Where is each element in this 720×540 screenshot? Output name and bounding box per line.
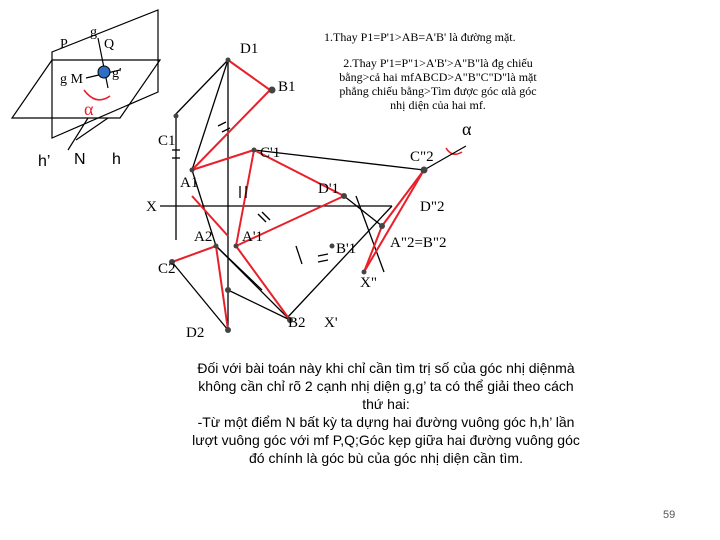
label-x: X (146, 199, 157, 215)
edge-b2 (228, 290, 290, 320)
label-x-prime: X' (324, 315, 338, 331)
point-a2 (214, 244, 219, 249)
point-b1p (330, 244, 335, 249)
red-b2-a1p (236, 246, 290, 320)
red-cpp2-dpp2 (382, 170, 424, 226)
label-alpha-left: α (84, 99, 94, 119)
edge-d1-c1 (192, 60, 228, 170)
label-x-double-prime: X" (360, 275, 377, 291)
note-step-1: 1.Thay P1=P'1>AB=A'B' là đường mặt. (324, 30, 516, 44)
dihedral-planes-figure (12, 10, 160, 150)
explanation-line: lượt vuông góc với mf P,Q;Góc kẹp giữa hai đường vuông góc (192, 432, 580, 448)
label-c2: C2 (158, 261, 176, 277)
label-n: N (74, 151, 86, 168)
label-a1-prime: A'1 (242, 229, 264, 245)
point-b1 (269, 87, 276, 94)
label-c2-double-prime: C"2 (410, 149, 434, 165)
proj-d1 (344, 196, 382, 226)
label-b1-prime: B'1 (336, 241, 357, 257)
explanation-line: thứ hai: (362, 396, 410, 412)
explanation-line: không cần chỉ rõ 2 cạnh nhị diện g,g’ ta có thể giải theo cách (198, 378, 574, 394)
label-g-m: g M (60, 72, 83, 87)
label-c1-prime: C'1 (260, 145, 281, 161)
point-c1 (174, 114, 179, 119)
point-d1p (341, 193, 347, 199)
point-d2 (225, 327, 231, 333)
note-step-2 (316, 56, 560, 112)
red-app2-up (364, 170, 424, 272)
note-step-2-line: 2.Thay P'1=P"1>A'B'>A"B"là đg chiếu (343, 56, 533, 70)
point-m (98, 66, 110, 78)
page-number: 59 (663, 509, 676, 521)
label-alpha-right: α (462, 119, 472, 139)
axis-x-prime (287, 206, 392, 318)
explanation-line: đó chính là góc bù của góc nhị diện cần tìm. (249, 450, 523, 466)
label-d2-double-prime: D"2 (420, 199, 445, 215)
red-d1-b1 (228, 60, 270, 90)
point-c1p (252, 148, 257, 153)
note-step-2-line: phẳng chiếu bằng>Tìm được góc αlà góc (339, 84, 537, 98)
label-p: P (60, 37, 68, 52)
label-a2: A2 (194, 229, 213, 245)
point-a1p (234, 244, 239, 249)
label-d1: D1 (240, 41, 259, 57)
label-g-top: g (90, 25, 97, 40)
label-a1: A1 (180, 175, 199, 191)
label-a2-b2-double-prime: A"2=B"2 (390, 235, 447, 251)
note-step-2-line: nhị diện của hai mf. (390, 98, 486, 112)
label-d1-prime: D'1 (318, 181, 340, 197)
red-c2-a2 (172, 246, 216, 262)
label-g-prime: g' (112, 66, 122, 81)
label-b2: B2 (288, 315, 306, 331)
note-step-2-line: bằng>cả hai mfABCD>A"B"C"D"là mặt (339, 70, 537, 84)
label-b1: B1 (278, 79, 296, 95)
label-h-prime: h’ (38, 153, 51, 170)
point-a1 (190, 168, 195, 173)
point-cpp2 (421, 167, 428, 174)
label-h: h (112, 151, 121, 168)
proj-b1 (174, 60, 228, 116)
label-c1: C1 (158, 133, 176, 149)
edge-a2-b2 (216, 246, 290, 320)
point-dpp2 (379, 223, 385, 229)
label-q: Q (104, 37, 115, 52)
explanation-line: Đối với bài toán này khi chỉ cần tìm trị số của góc nhị diệnmà (197, 360, 575, 376)
point-m2 (225, 287, 231, 293)
label-d2: D2 (186, 325, 205, 341)
point-d1 (226, 58, 231, 63)
explanation-line: -Từ một điểm N bất kỳ ta dựng hai đường vuông góc h,h’ lần (197, 414, 575, 430)
explanation-text (160, 359, 612, 467)
point-app2 (362, 270, 367, 275)
